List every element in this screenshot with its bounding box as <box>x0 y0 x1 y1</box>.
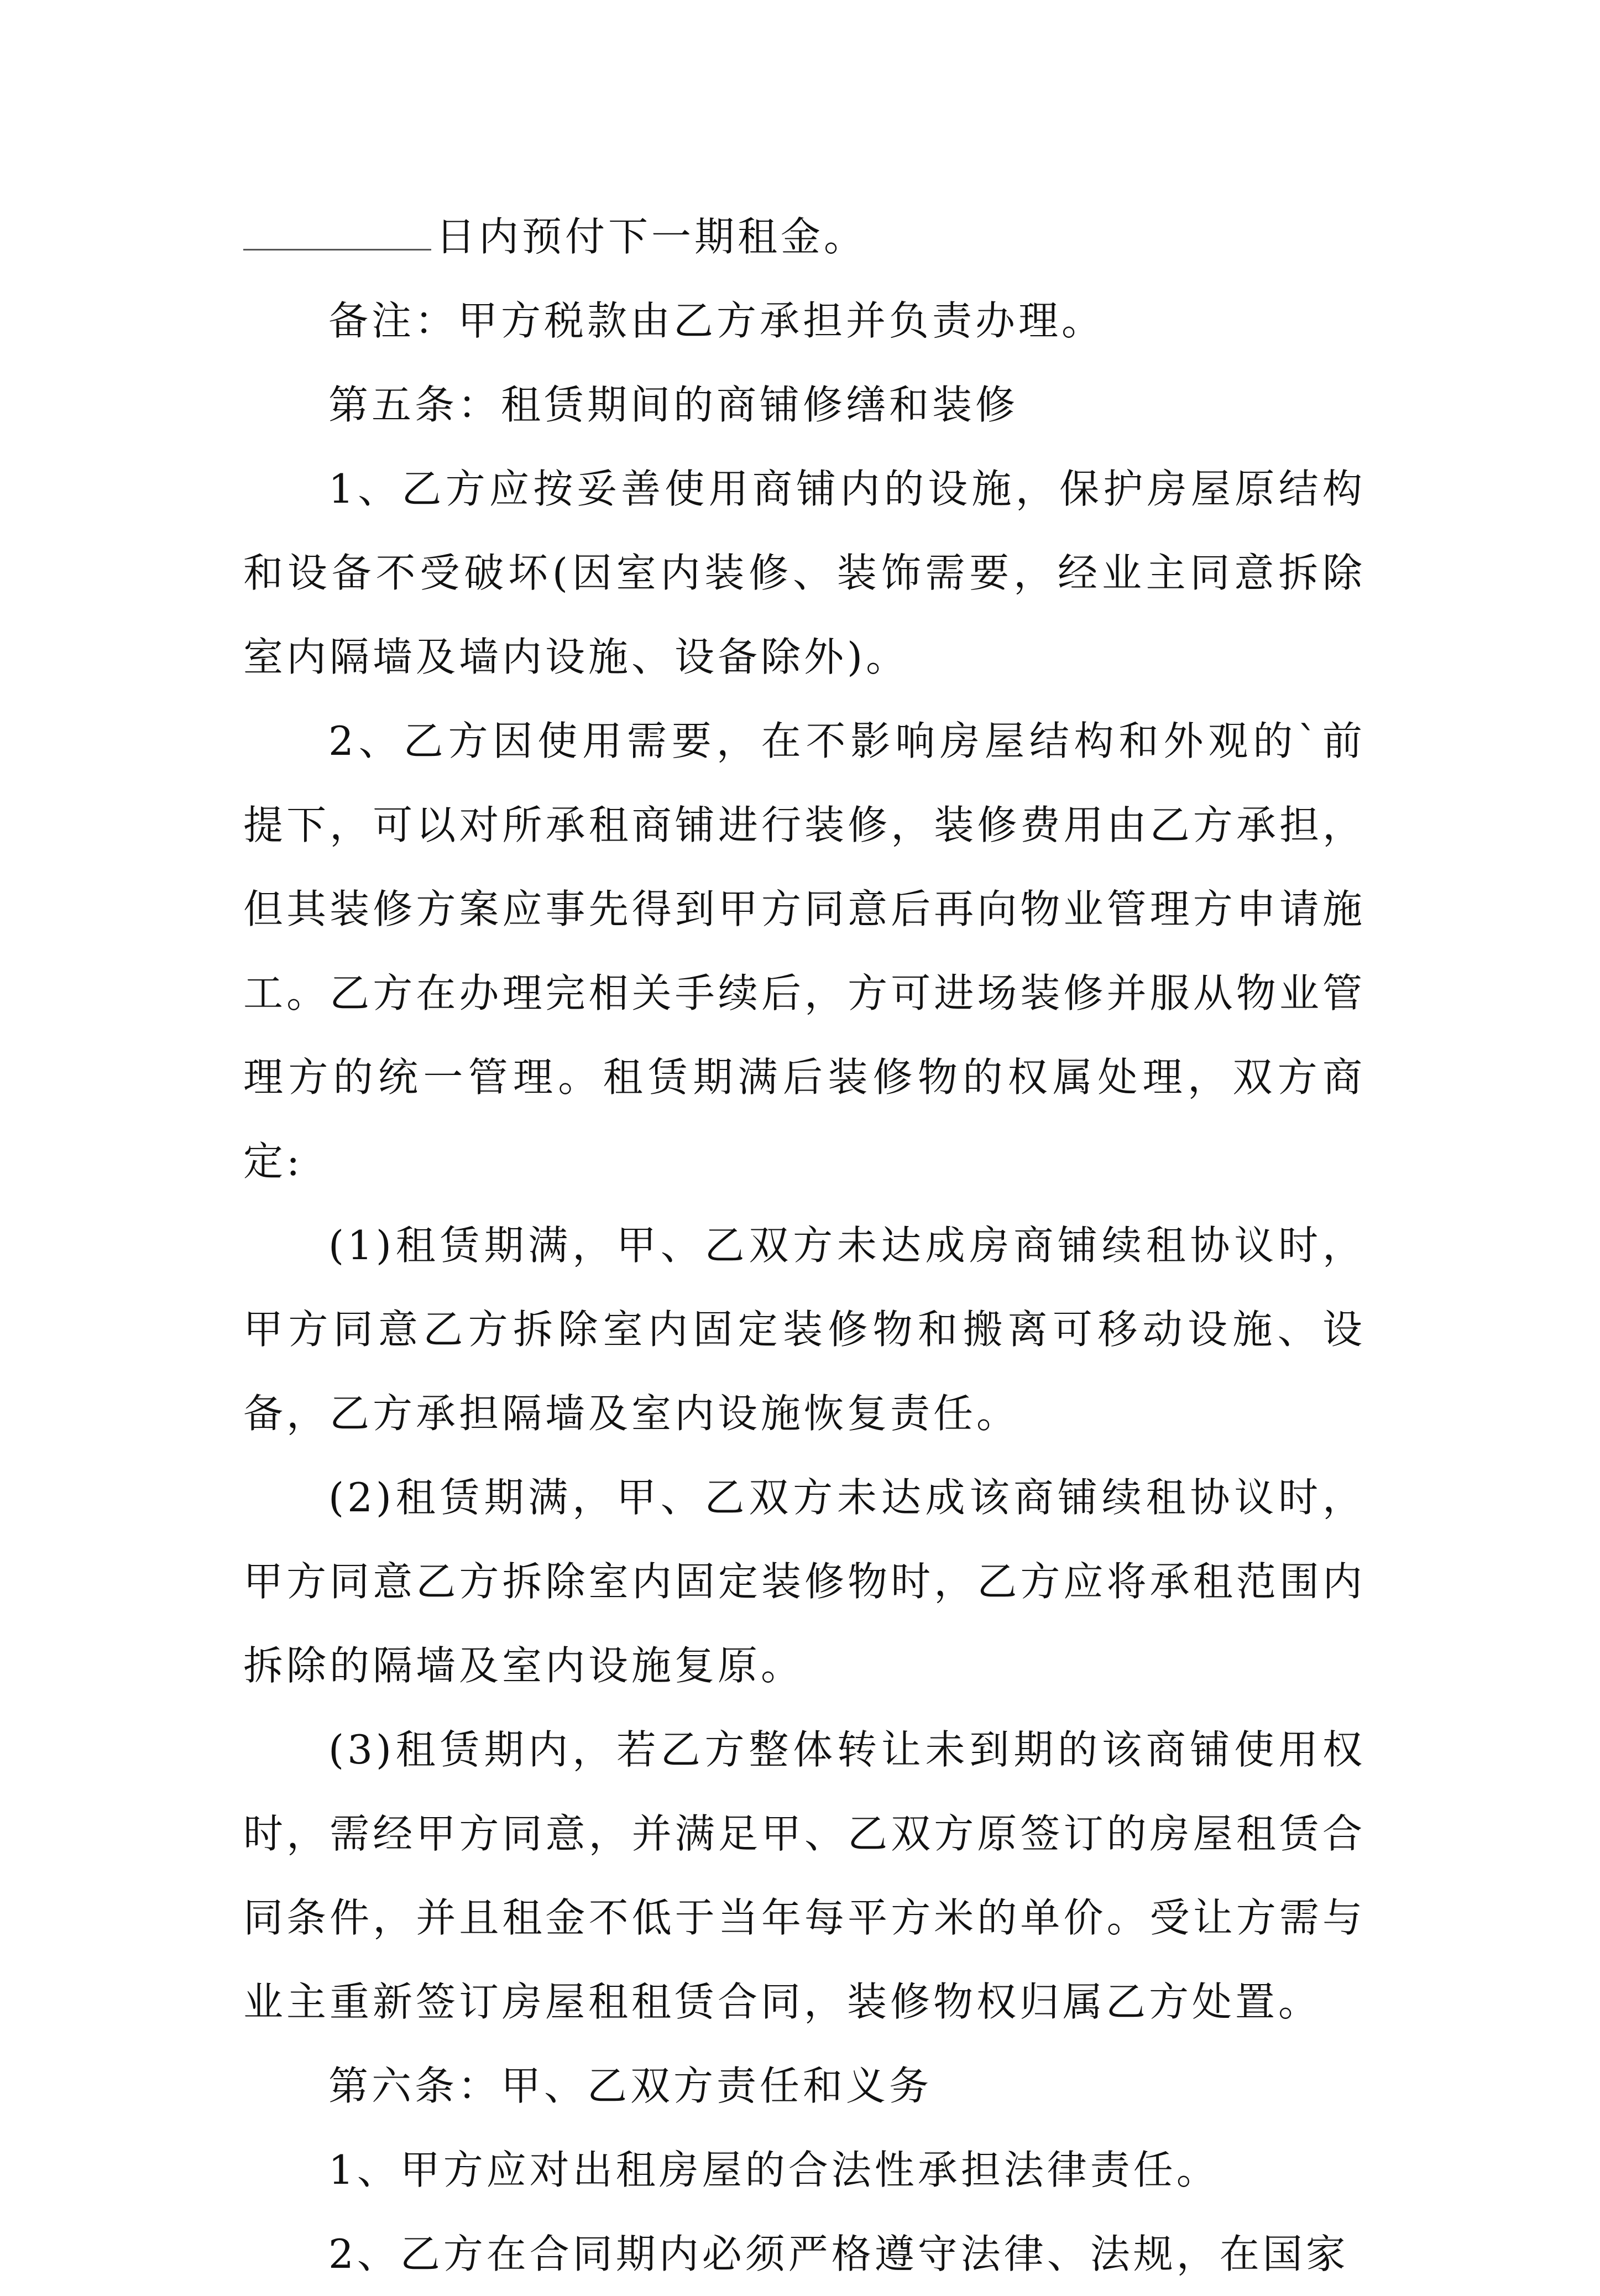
article-5-clause-2: 2、乙方因使用需要，在不影响房屋结构和外观的`前提下，可以对所承租商铺进行装修，装修费用由乙方承担，但其装修方案应事先得到甲方同意后再向物业管理方申请施工。乙方在办理完相关手续后，方可进场装修并服从物业管理方的统一管理。租赁期满后装修物的权属处理，双方商定: <box>243 718 1366 1184</box>
article-5-subclause-1: (1)租赁期满，甲、乙双方未达成房商铺续租协议时，甲方同意乙方拆除室内固定装修物和搬离可移动设施、设备，乙方承担隔墙及室内设施恢复责任。 <box>243 1222 1366 1437</box>
article-5-subclause-3: (3)租赁期内，若乙方整体转让未到期的该商铺使用权时，需经甲方同意，并满足甲、乙双方原签订的房屋租赁合同条件，并且租金不低于当年每平方米的单价。受让方需与业主重新签订房屋租租赁合同，装修物权归属乙方处置。 <box>243 1726 1366 2025</box>
article-5-clause-1: 1、乙方应按妥善使用商铺内的设施，保护房屋原结构和设备不受破坏(因室内装修、装饰需要，经业主同意拆除室内隔墙及墙内设施、设备除外)。 <box>243 466 1366 680</box>
paragraph-text: 日内预付下一期租金。 <box>436 213 867 260</box>
fill-in-blank <box>243 216 431 251</box>
article-6-clause-2: 2、乙方在合同期内必须严格遵守法律、法规，在国家 <box>328 2231 1349 2277</box>
article-5-heading: 第五条：租赁期间的商铺修缮和装修 <box>328 382 1019 428</box>
article-5-subclause-2: (2)租赁期满，甲、乙双方未达成该商铺续租协议时，甲方同意乙方拆除室内固定装修物时，乙方应将承租范围内拆除的隔墙及室内设施复原。 <box>243 1474 1366 1689</box>
paragraph-rent-prepay <box>243 195 1366 279</box>
paragraph-tax-note: 备注：甲方税款由乙方承担并负责办理。 <box>328 298 1105 344</box>
article-6-heading: 第六条：甲、乙双方责任和义务 <box>328 2063 933 2109</box>
document-body <box>243 195 1366 2296</box>
article-6-clause-1: 1、甲方应对出租房屋的合法性承担法律责任。 <box>328 2147 1220 2193</box>
